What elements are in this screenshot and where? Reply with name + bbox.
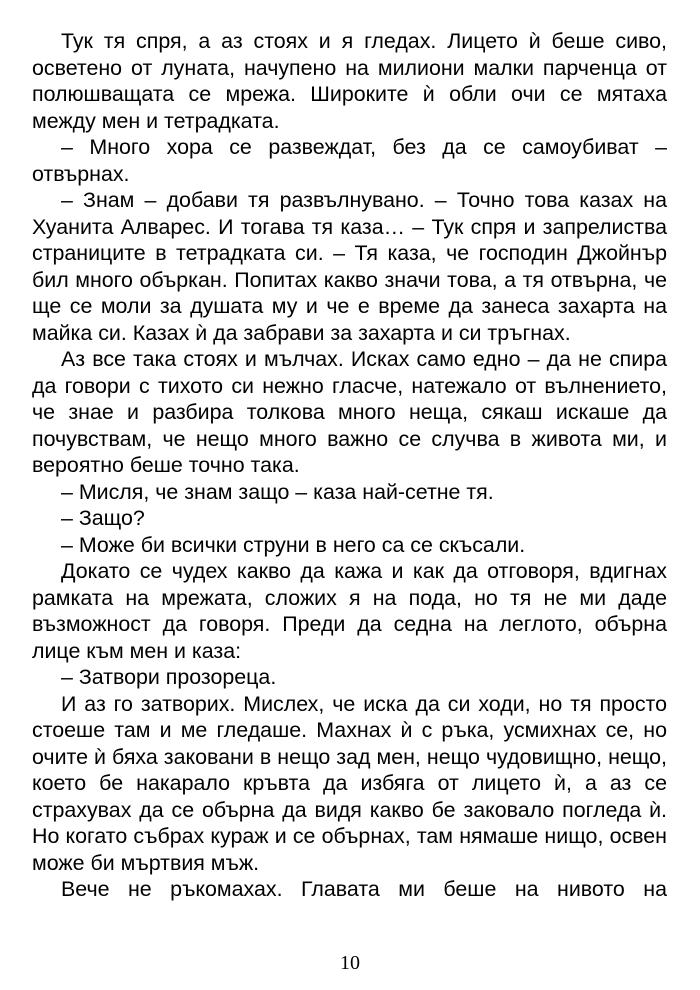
paragraph-7: – Може би всички струни в него са се скъсали. [61, 532, 526, 557]
paragraph-3: – Знам – добави тя развълнувано. – Точно това казах на Хуанита Алварес. И тогава тя каза… – Тук спря и запрелиства страниците в тетрадката си. – Тя каза, че господин Джойнър бил много объркан. Попитах какво значи това, а тя отвърна, че ще се моли за душата му и че е време да занеса захарта на майка си. Казах ѝ да забрави за захарта и си тръгнах. [32, 188, 667, 345]
page-number: 10 [340, 952, 360, 974]
paragraph-9: – Затвори прозореца. [61, 665, 277, 689]
paragraph-10: И аз го затворих. Мислех, че иска да си ходи, но тя просто стоеше там и ме гледаше. Махнах ѝ с ръка, усмихнах се, но очите ѝ бяха заковани в нещо зад мен, нещо чудовищно, нещо, което бе накарало кръвта да избяга от лицето ѝ, а аз се страхувах да се обърна да видя какво бе заковало погледа ѝ. Но когато събрах кураж и се обърнах, там нямаше нищо, освен може би мъртвия мъж. [32, 691, 667, 875]
paragraph-2: – Много хора се развеждат, без да се самоубиват – отвърнах. [32, 135, 667, 186]
paragraph-11-last-line: Вече не ръкомахах. Главата ми беше на нивото на [61, 877, 667, 901]
book-page-body [32, 28, 667, 903]
paragraph-4: Аз все така стоях и мълчах. Исках само едно – да не спира да говори с тихото си нежно гласче, натежало от вълнението, че знае и разбира толкова много неща, сякаш искаше да почувствам, че нещо много важно се случва в живота ми, и вероятно беше точно така. [32, 347, 667, 477]
paragraph-5: – Мисля, че знам защо – каза най-сетне тя. [61, 479, 494, 504]
paragraph-8: Докато се чудех какво да кажа и как да отговоря, вдигнах рамката на мрежата, сложих я на пода, но тя не ми даде възможност да говоря. Преди да седна на леглото, обърна лице към мен и каза: [32, 559, 667, 663]
paragraph-1: Тук тя спря, а аз стоях и я гледах. Лицето ѝ беше сиво, осветено от луната, начупено на милиони малки парченца от полюшващата се мрежа. Широките ѝ обли очи се мятаха между мен и тетрадката. [32, 29, 667, 133]
paragraph-6: – Защо? [61, 506, 145, 530]
